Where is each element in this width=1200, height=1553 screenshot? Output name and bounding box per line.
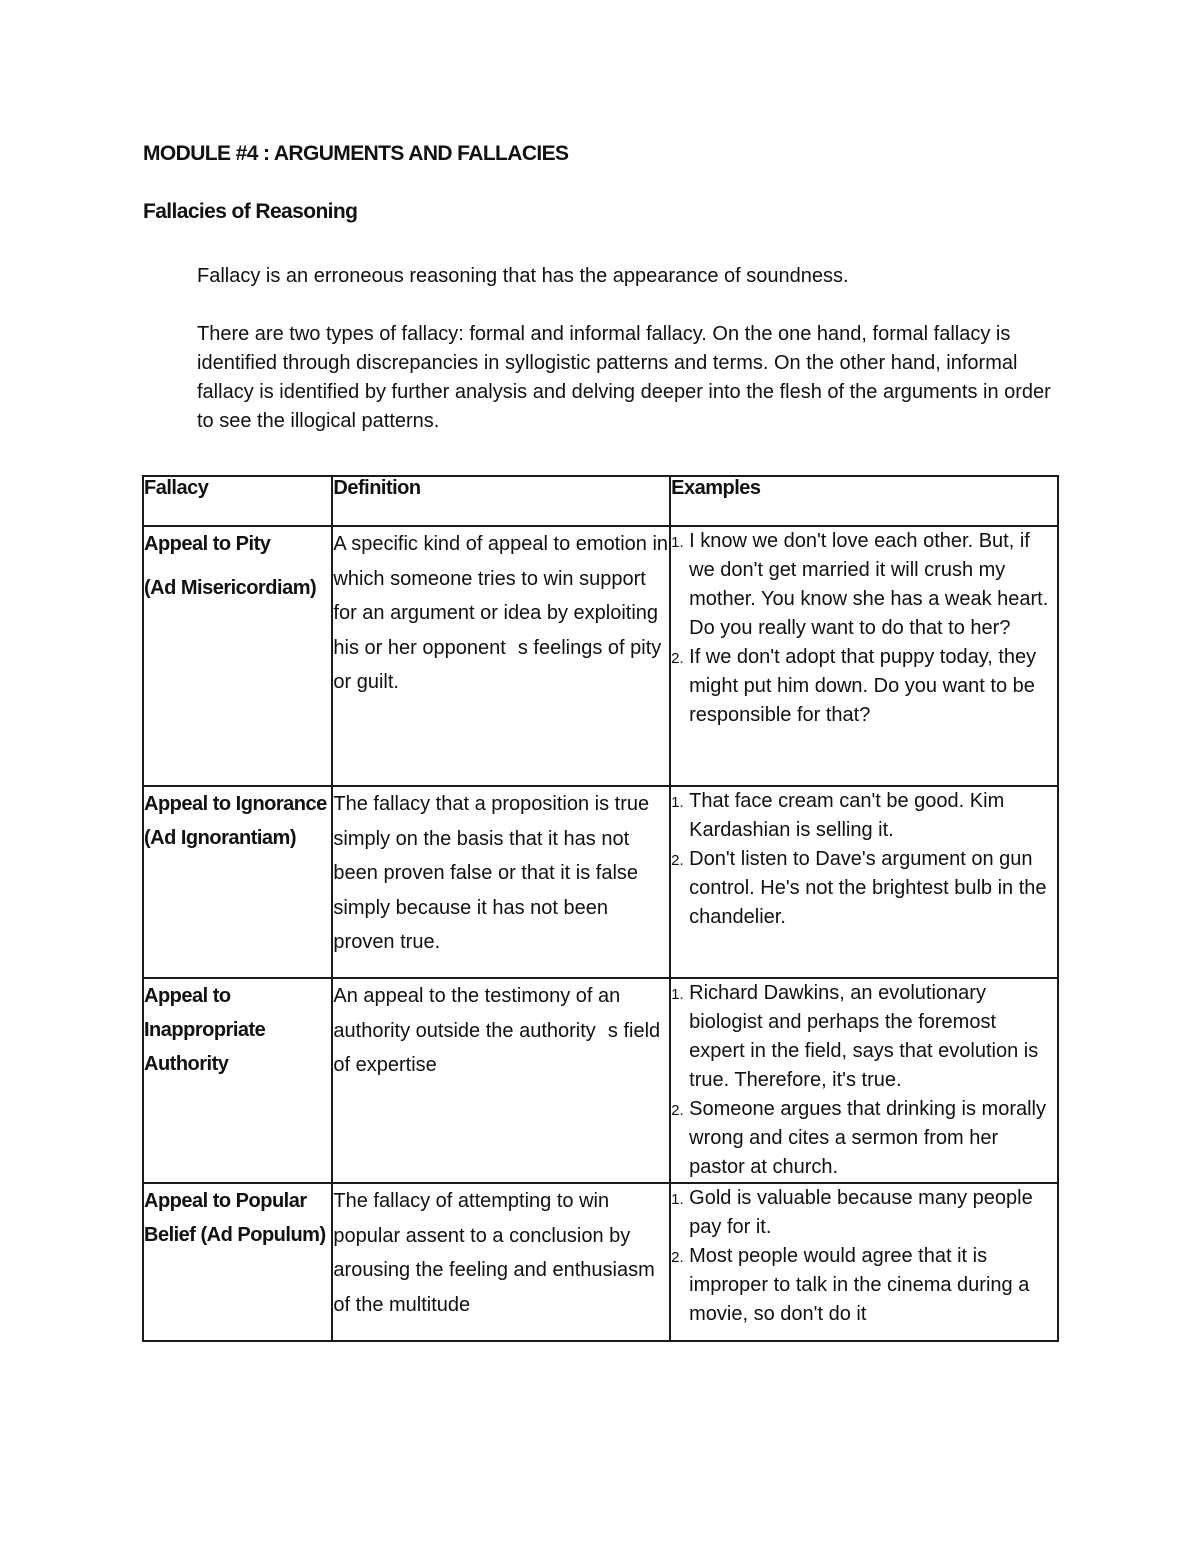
fallacy-definition: The fallacy of attempting to win popular assent to a conclusion by arousing the feeling and enthusiasm of the multitude: [332, 1183, 670, 1341]
list-number: 1.: [671, 534, 684, 551]
example-text: Most people would agree that it is improper to talk in the cinema during a movie, so don't do it: [689, 1245, 1030, 1325]
fallacy-name: Appeal to Pity: [144, 533, 271, 555]
table-row: [143, 526, 1058, 786]
table-row: [143, 978, 1058, 1183]
header-definition: Definition: [332, 476, 670, 526]
example-text: That face cream can't be good. Kim Kardashian is selling it.: [689, 790, 1005, 841]
fallacy-definition: A specific kind of appeal to emotion in which someone tries to win support for an argument or idea by exploiting his or her opponents feelings of pity or guilt.: [332, 526, 670, 786]
fallacy-name-cell: [143, 978, 332, 1183]
example-text: Someone argues that drinking is morally wrong and cites a sermon from her pastor at church.: [689, 1098, 1046, 1178]
fallacy-definition: The fallacy that a proposition is true simply on the basis that it has not been proven false or that it is false simply because it has not been proven true.: [332, 786, 670, 978]
paragraph-fallacy-types: There are two types of fallacy: formal and informal fallacy. On the one hand, formal fallacy is identified through discrepancies in syllogistic patterns and terms. On the other hand, informal fallacy is identified by further analysis and delving deeper into the flesh of the arguments in order to see the illogical patterns.: [197, 323, 1051, 432]
fallacy-name-cell: [143, 526, 332, 786]
list-item: [671, 1242, 1057, 1329]
table-row: [143, 1183, 1058, 1341]
list-item: [671, 1184, 1057, 1242]
list-item: [671, 643, 1057, 730]
list-number: 1.: [671, 1191, 684, 1208]
fallacy-definition: An appeal to the testimony of an authority outside the authoritys field of expertise: [332, 978, 670, 1183]
table-header-row: [143, 476, 1058, 526]
list-number: 1.: [671, 986, 684, 1003]
example-text: Don't listen to Dave's argument on gun control. He's not the brightest bulb in the chandelier.: [689, 848, 1047, 928]
module-title: MODULE #4 : ARGUMENTS AND FALLACIES: [143, 142, 569, 165]
list-item: [671, 527, 1057, 643]
fallacy-name: Appeal to Ignorance (Ad Ignorantiam): [144, 793, 327, 849]
table-row: [143, 786, 1058, 978]
list-number: 2.: [671, 852, 684, 869]
example-text: Gold is valuable because many people pay for it.: [689, 1187, 1033, 1238]
examples-list: [671, 1184, 1057, 1329]
list-number: 2.: [671, 650, 684, 667]
fallacy-latin-name: (Ad Misericordiam): [144, 577, 317, 599]
fallacy-name: Appeal to Inappropriate Authority: [144, 985, 266, 1075]
list-number: 1.: [671, 794, 684, 811]
paragraph-fallacy-definition: Fallacy is an erroneous reasoning that has the appearance of soundness.: [197, 265, 849, 287]
example-text: Richard Dawkins, an evolutionary biologist and perhaps the foremost expert in the field, says that evolution is true. Therefore, it's true.: [689, 982, 1039, 1091]
list-number: 2.: [671, 1102, 684, 1119]
list-item: [671, 1095, 1057, 1182]
fallacy-examples: [670, 526, 1058, 786]
list-number: 2.: [671, 1249, 684, 1266]
examples-list: [671, 787, 1057, 932]
header-fallacy: Fallacy: [143, 476, 332, 526]
list-item: [671, 787, 1057, 845]
examples-list: [671, 979, 1057, 1182]
list-item: [671, 979, 1057, 1095]
example-text: I know we don't love each other. But, if we don't get married it will crush my mother. You know she has a weak heart. Do you really want to do that to her?: [689, 530, 1049, 639]
example-text: If we don't adopt that puppy today, they might put him down. Do you want to be responsible for that?: [689, 646, 1037, 726]
fallacy-examples: [670, 1183, 1058, 1341]
section-title: Fallacies of Reasoning: [143, 200, 358, 223]
fallacy-name: Appeal to Popular Belief (Ad Populum): [144, 1190, 326, 1246]
fallacy-name-cell: [143, 1183, 332, 1341]
examples-list: [671, 527, 1057, 730]
fallacy-name-cell: [143, 786, 332, 978]
fallacy-examples: [670, 786, 1058, 978]
fallacy-examples: [670, 978, 1058, 1183]
list-item: [671, 845, 1057, 932]
header-examples: Examples: [670, 476, 1058, 526]
fallacy-table: [142, 475, 1059, 1342]
